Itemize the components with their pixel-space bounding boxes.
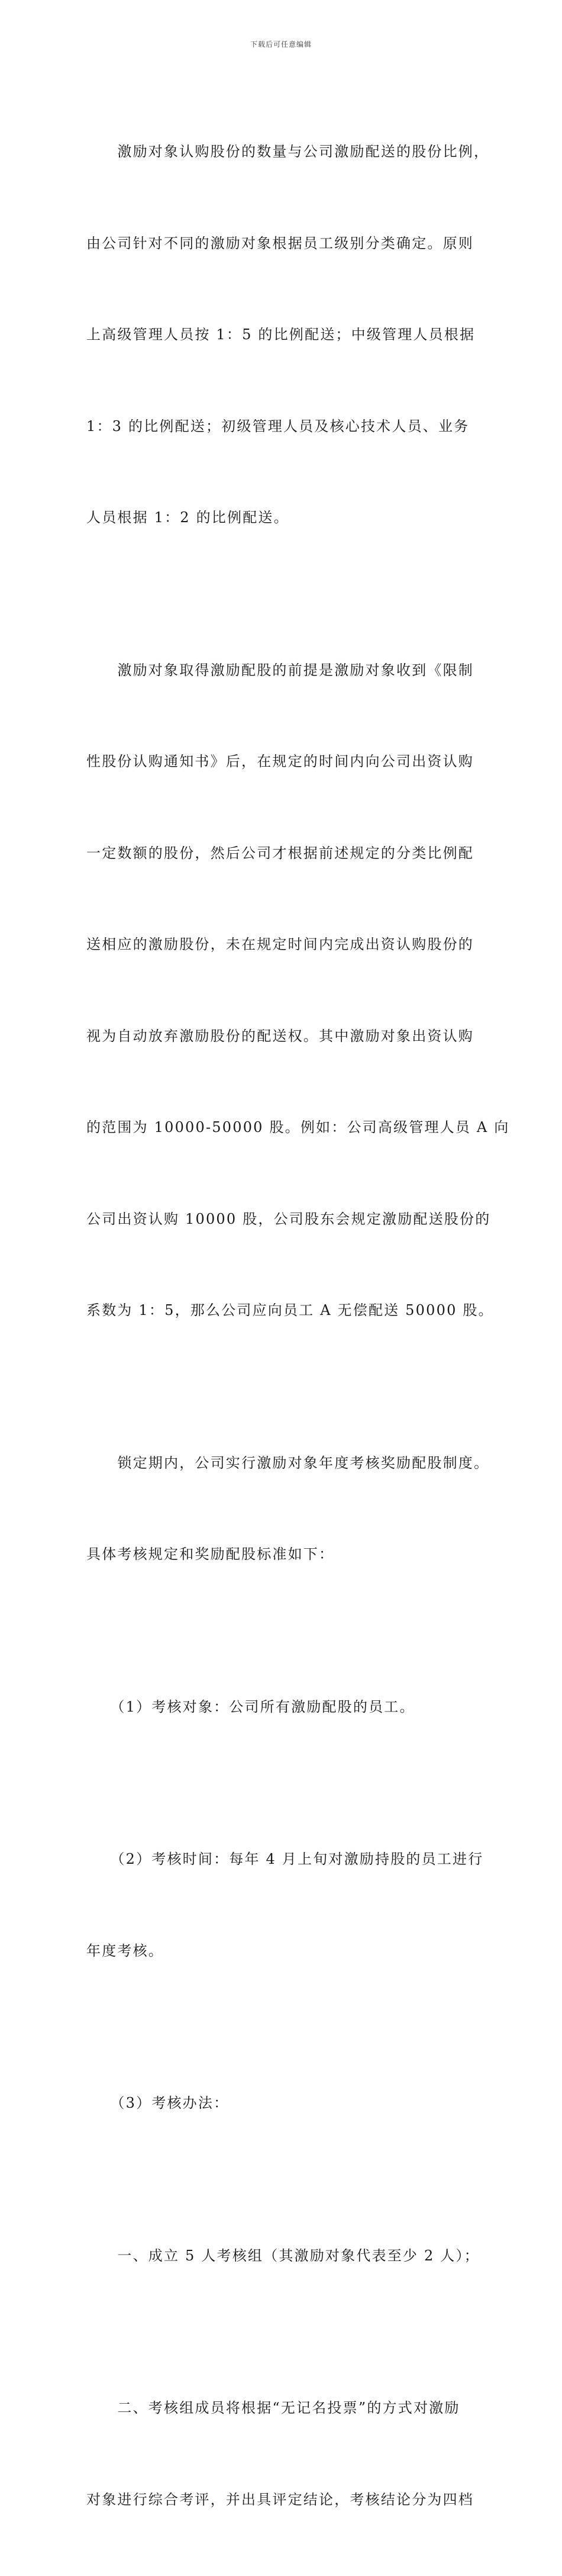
text-line: 公司出资认购 10000 股，公司股东会规定激励配送股份的 [86, 1210, 491, 1227]
text-line: 上高级管理人员按 1：5 的比例配送；中级管理人员根据 [86, 326, 476, 343]
text-line: 1：3 的比例配送；初级管理人员及核心技术人员、业务 [86, 417, 470, 435]
text-line: 性股份认购通知书》后，在规定的时间内向公司出资认购 [86, 753, 474, 770]
text-line: 人员根据 1：2 的比例配送。 [86, 509, 289, 526]
text-line: 一、成立 5 人考核组（其激励对象代表至少 2 人）； [86, 2247, 480, 2264]
text-line: 对象进行综合考评，并出具评定结论，考核结论分为四档 [86, 2491, 474, 2508]
text-line: 一定数额的股份，然后公司才根据前述规定的分类比例配 [86, 844, 474, 861]
document-body [86, 76, 510, 2576]
paragraph-lock-period [86, 1387, 490, 1631]
text-line: 具体考核规定和奖励配股标准如下： [86, 1546, 335, 1562]
text-line: 由公司针对不同的激励对象根据员工级别分类确定。原则 [86, 234, 474, 252]
text-line: 系数为 1：5，那么公司应向员工 A 无偿配送 50000 股。 [86, 1302, 494, 1318]
text-line: 激励对象认购股份的数量与公司激励配送的股份比例， [86, 143, 490, 160]
text-line: 年度考核。 [86, 1942, 164, 1959]
text-line: 二、考核组成员将根据“无记名投票”的方式对激励 [86, 2400, 460, 2416]
paragraph-assessment-target [86, 1631, 477, 1784]
text-line: （1）考核对象：公司所有激励配股的员工。 [86, 1698, 415, 1715]
text-line: 锁定期内，公司实行激励对象年度考核奖励配股制度。 [86, 1454, 490, 1471]
paragraph-share-ratio [86, 76, 490, 594]
text-line: 送相应的激励股份，未在规定时间内完成出资认购股份的 [86, 936, 474, 953]
paragraph-item-one [86, 2180, 480, 2333]
text-line: 的范围为 10000-50000 股。例如：公司高级管理人员 A 向 [86, 1119, 510, 1136]
page-header: 下载后可任意编辑 [250, 40, 312, 49]
text-line: 视为自动放弃激励股份的配送权。其中激励对象出资认购 [86, 1027, 474, 1044]
text-line: 激励对象取得激励配股的前提是激励对象收到《限制 [86, 661, 474, 678]
paragraph-item-two [86, 2332, 477, 2576]
paragraph-assessment-method [86, 2027, 477, 2180]
text-line: （2）考核时间：每年 4 月上旬对激励持股的员工进行 [86, 1851, 484, 1867]
text-line: （3）考核办法： [86, 2095, 230, 2111]
paragraph-prerequisite [86, 594, 510, 1387]
paragraph-assessment-time [86, 1783, 484, 2027]
